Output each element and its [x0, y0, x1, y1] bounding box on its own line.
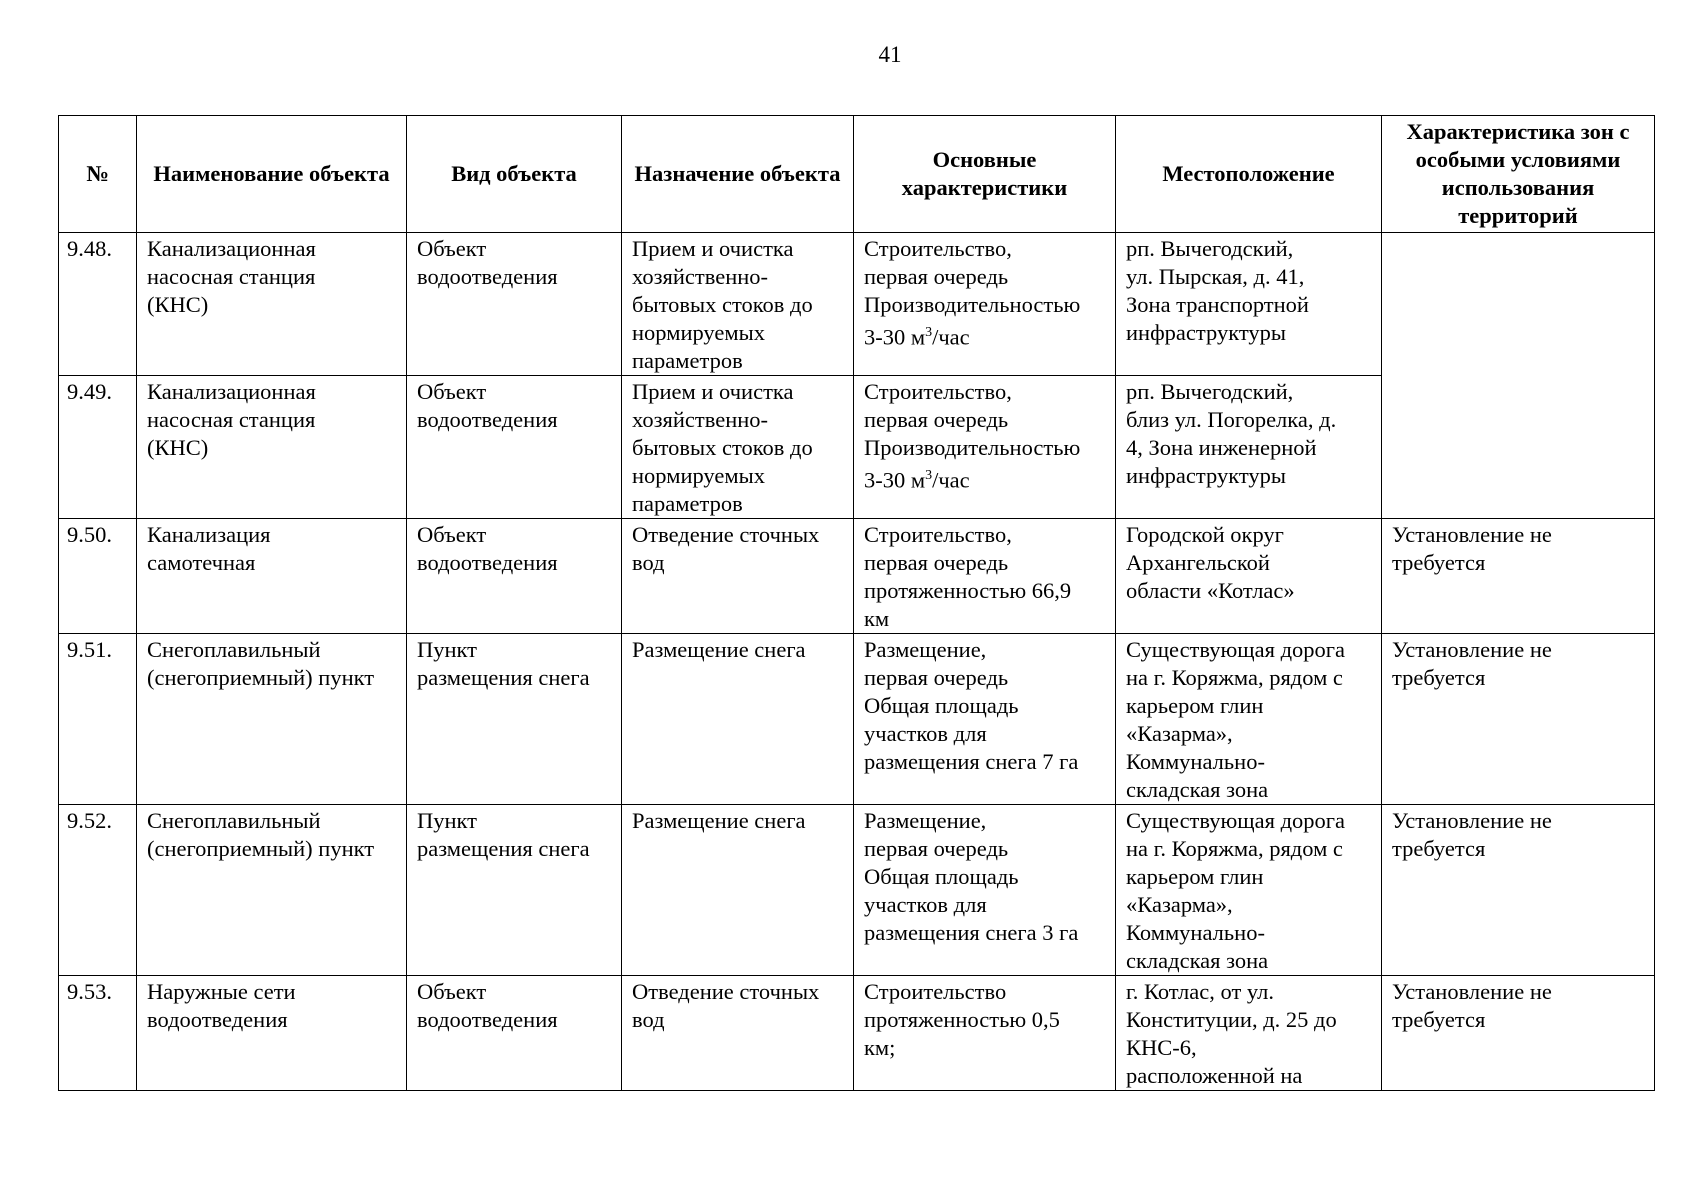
object-purpose: Прием и очистка хозяйственно- бытовых стоков до нормируемых параметров	[622, 376, 854, 519]
object-location: рп. Вычегодский, близ ул. Погорелка, д. 4, Зона инженерной инфраструктуры	[1116, 376, 1382, 519]
object-location: Городской округ Архангельской области «Котлас»	[1116, 519, 1382, 634]
object-location: рп. Вычегодский, ул. Пырская, д. 41, Зона транспортной инфраструктуры	[1116, 233, 1382, 376]
object-characteristics: Размещение, первая очередь Общая площадь участков для размещения снега 3 га	[854, 805, 1116, 976]
header-type: Вид объекта	[407, 116, 622, 233]
object-name: Снегоплавильный (снегоприемный) пункт	[137, 805, 407, 976]
header-location: Местоположение	[1116, 116, 1382, 233]
object-name: Наружные сети водоотведения	[137, 976, 407, 1091]
header-zones: Характеристика зон с особыми условиями использования территорий	[1382, 116, 1655, 233]
object-purpose: Размещение снега	[622, 634, 854, 805]
object-purpose: Размещение снега	[622, 805, 854, 976]
row-number: 9.51.	[59, 634, 137, 805]
object-characteristics	[854, 376, 1116, 519]
object-characteristics: Строительство, первая очередь протяженностью 66,9 км	[854, 519, 1116, 634]
object-characteristics: Размещение, первая очередь Общая площадь участков для размещения снега 7 га	[854, 634, 1116, 805]
object-purpose: Прием и очистка хозяйственно- бытовых стоков до нормируемых параметров	[622, 233, 854, 376]
object-type: Объект водоотведения	[407, 976, 622, 1091]
object-name: Канализационная насосная станция (КНС)	[137, 233, 407, 376]
page-number: 41	[878, 42, 902, 67]
objects-table	[58, 115, 1655, 1091]
characteristics-unit: /час	[932, 324, 970, 350]
table-row	[59, 634, 1655, 805]
header-number: №	[59, 116, 137, 233]
row-number: 9.49.	[59, 376, 137, 519]
characteristics-unit: /час	[932, 467, 970, 493]
header-characteristics: Основные характеристики	[854, 116, 1116, 233]
header-name: Наименование объекта	[137, 116, 407, 233]
object-name: Канализация самотечная	[137, 519, 407, 634]
object-location: Существующая дорога на г. Коряжма, рядом с карьером глин «Казарма», Коммунально- складская зона	[1116, 634, 1382, 805]
object-type: Пункт размещения снега	[407, 805, 622, 976]
object-name: Канализационная насосная станция (КНС)	[137, 376, 407, 519]
row-number: 9.48.	[59, 233, 137, 376]
object-type: Пункт размещения снега	[407, 634, 622, 805]
table-row	[59, 233, 1655, 376]
zone-characteristics: Установление не требуется	[1382, 519, 1655, 634]
zone-characteristics: Установление не требуется	[1382, 634, 1655, 805]
row-number: 9.53.	[59, 976, 137, 1091]
zone-characteristics: Установление не требуется	[1382, 976, 1655, 1091]
zone-characteristics: Установление не требуется	[1382, 805, 1655, 976]
header-row	[59, 116, 1655, 233]
table-row	[59, 976, 1655, 1091]
object-location: Существующая дорога на г. Коряжма, рядом с карьером глин «Казарма», Коммунально- складская зона	[1116, 805, 1382, 976]
object-type: Объект водоотведения	[407, 519, 622, 634]
object-location: г. Котлас, от ул. Конституции, д. 25 до КНС-6, расположенной на	[1116, 976, 1382, 1091]
row-number: 9.50.	[59, 519, 137, 634]
cubic-superscript: 3	[925, 325, 933, 340]
table-row	[59, 805, 1655, 976]
table-row	[59, 519, 1655, 634]
object-name: Снегоплавильный (снегоприемный) пункт	[137, 634, 407, 805]
characteristics-text: Строительство, первая очередь Производительностью 3-30 м	[864, 236, 1081, 350]
row-number: 9.52.	[59, 805, 137, 976]
header-purpose: Назначение объекта	[622, 116, 854, 233]
object-type: Объект водоотведения	[407, 376, 622, 519]
object-characteristics	[854, 233, 1116, 376]
cubic-superscript: 3	[925, 468, 933, 483]
object-purpose: Отведение сточных вод	[622, 976, 854, 1091]
object-purpose: Отведение сточных вод	[622, 519, 854, 634]
object-characteristics: Строительство протяженностью 0,5 км;	[854, 976, 1116, 1091]
object-type: Объект водоотведения	[407, 233, 622, 376]
zone-characteristics	[1382, 233, 1655, 519]
characteristics-text: Строительство, первая очередь Производительностью 3-30 м	[864, 379, 1081, 493]
